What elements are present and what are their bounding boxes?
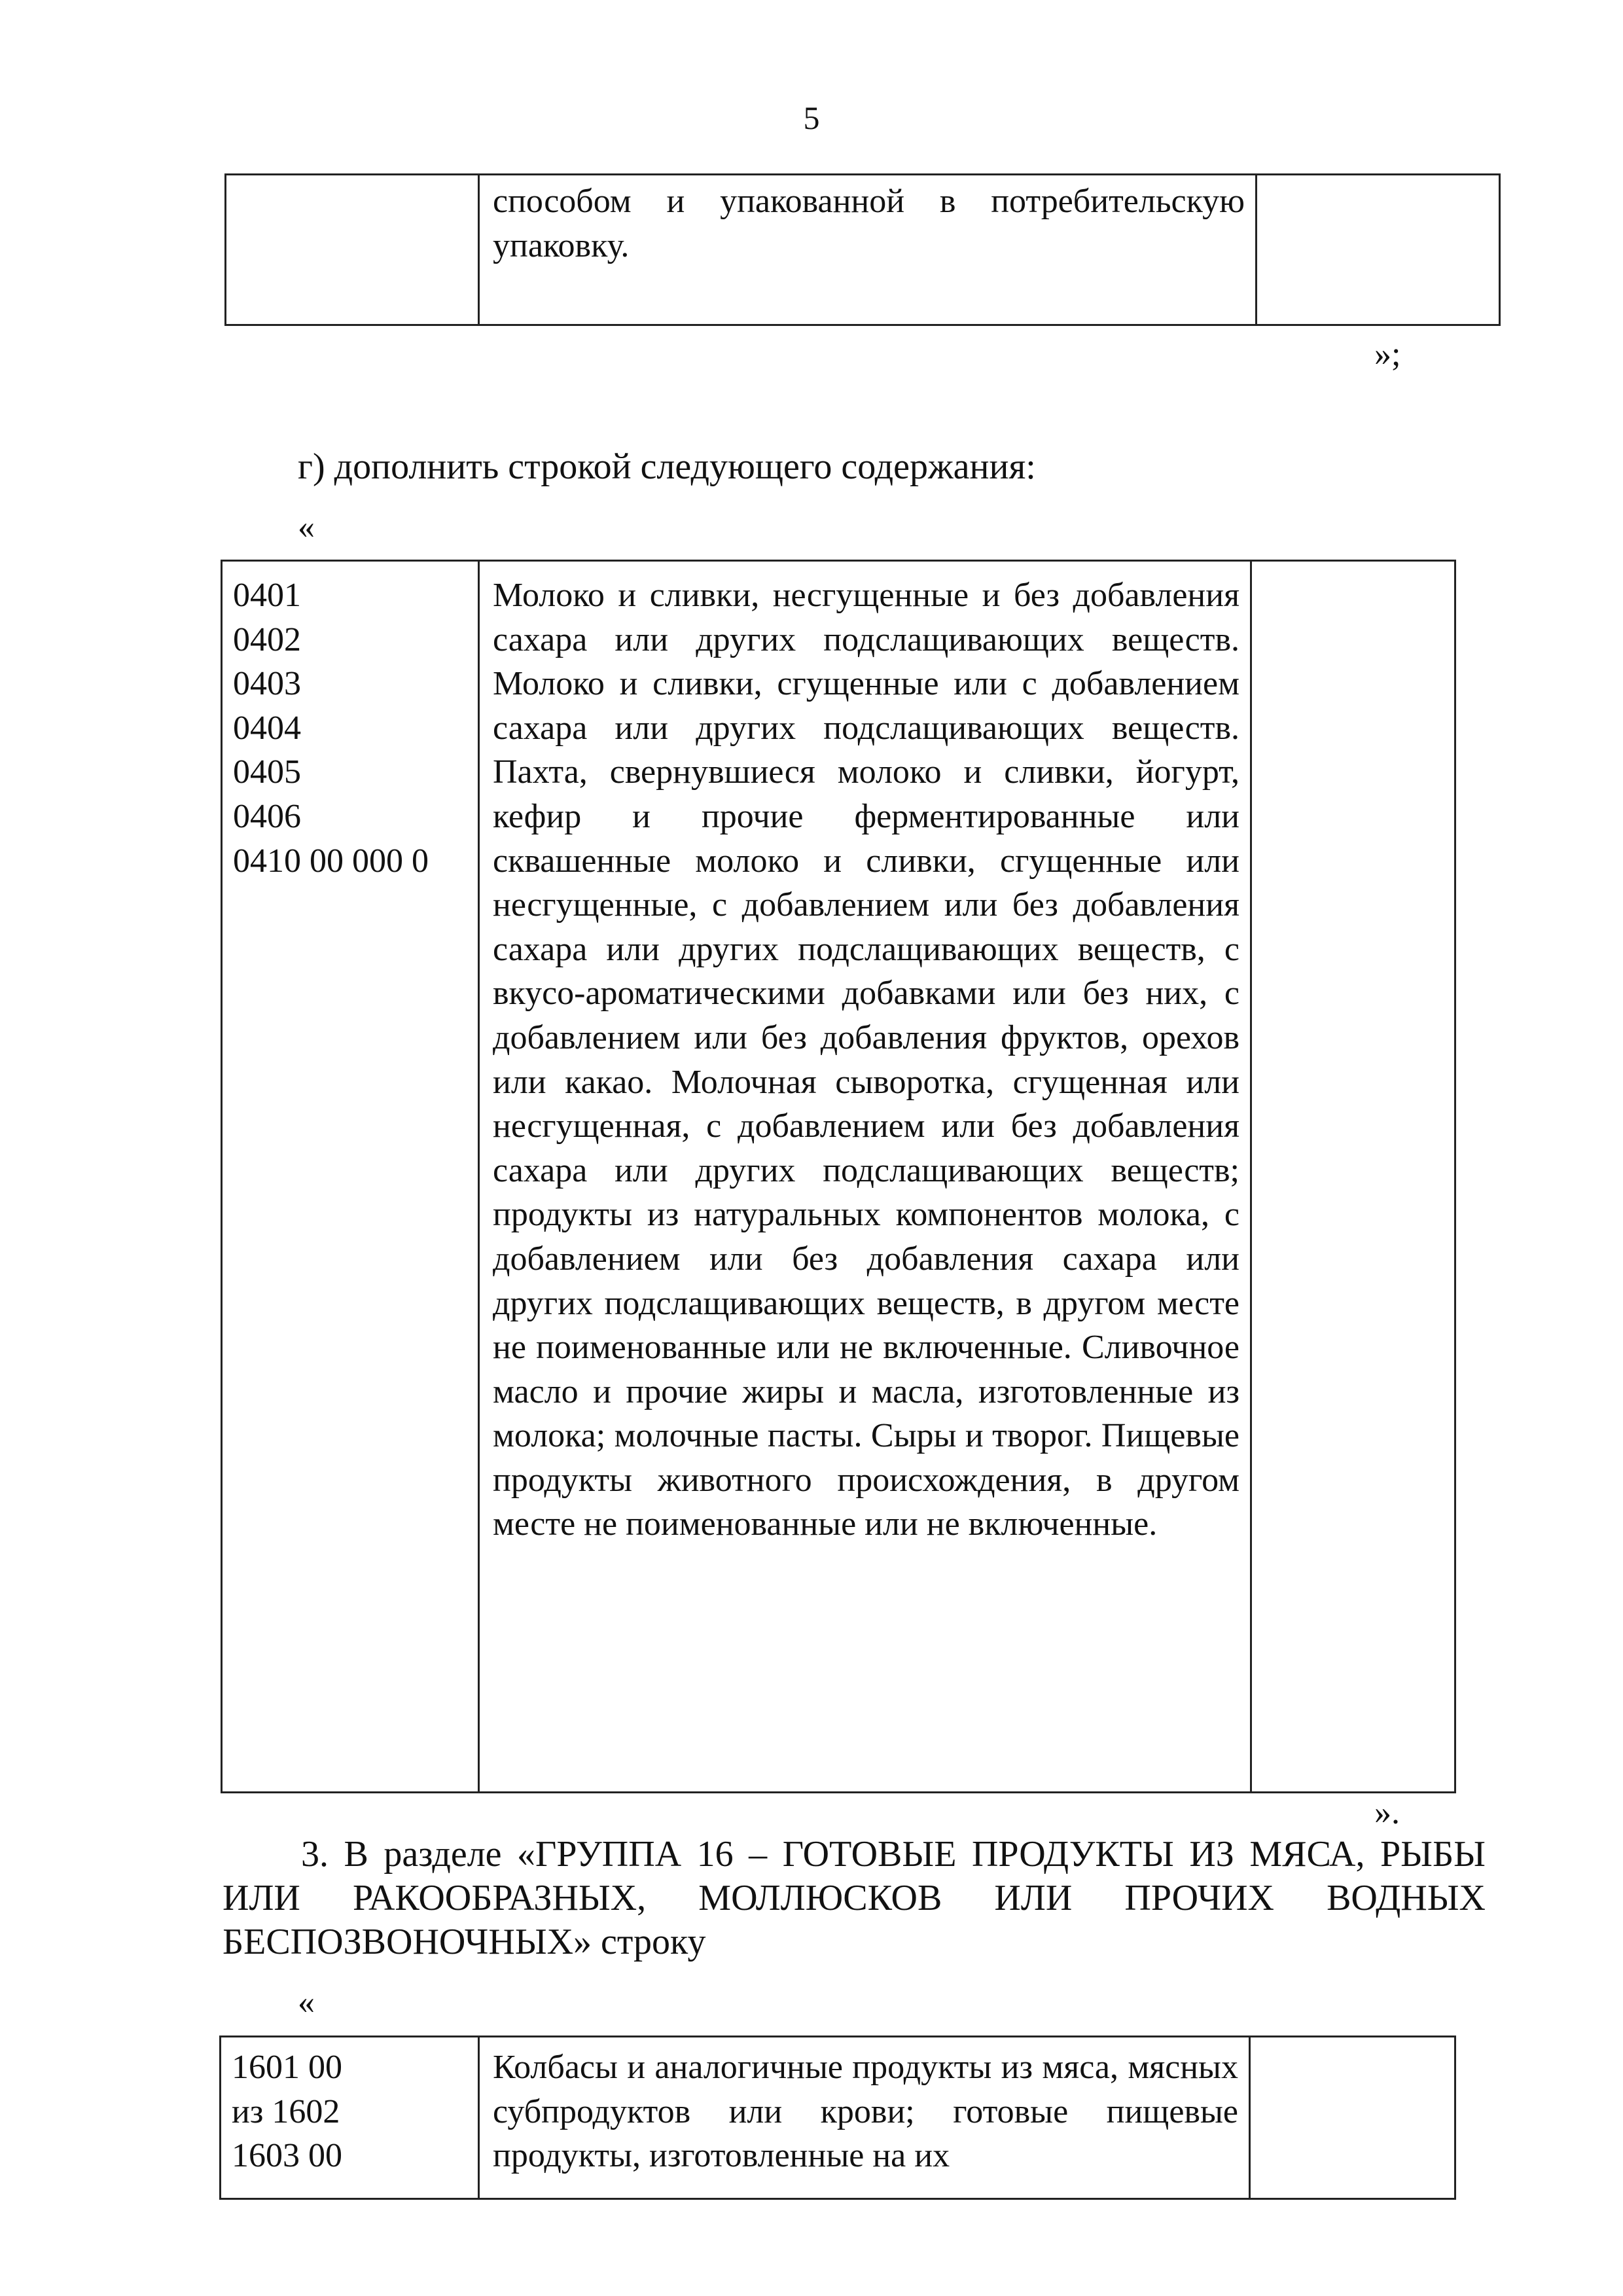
table-row	[222, 561, 1455, 1793]
closing-quote: ».	[1374, 1794, 1400, 1831]
closing-quote: »;	[1374, 336, 1401, 373]
table-row	[226, 175, 1500, 325]
code-cell: 1601 00 из 1602 1603 00	[221, 2037, 479, 2199]
section-3-heading: 3. В разделе «ГРУППА 16 – ГОТОВЫЕ ПРОДУКТЫ ИЗ МЯСА, РЫБЫ ИЛИ РАКООБРАЗНЫХ, МОЛЛЮСКОВ ИЛИ ПРОЧИХ ВОДНЫХ БЕСПОЗВОНОЧНЫХ» строку	[223, 1834, 1486, 1962]
description-cell: способом и упакованной в потребительскую упаковку.	[479, 175, 1257, 325]
description-cell: Колбасы и аналогичные продукты из мяса, мясных субпродуктов или крови; готовые пищевые продукты, изготовленные на их	[479, 2037, 1250, 2199]
table-meat	[219, 2036, 1456, 2200]
note-cell	[1257, 175, 1500, 325]
table-continuation	[224, 173, 1501, 326]
code-cell	[226, 175, 479, 325]
code-cell: 0401 0402 0403 0404 0405 0406 0410 00 000 0	[222, 561, 479, 1793]
opening-quote: «	[298, 1984, 315, 2021]
description-cell: Молоко и сливки, несгущенные и без добавления сахара или других подслащивающих веществ. Молоко и сливки, сгущенные или с добавлением сахара или других подслащивающих веществ. Пахта, свернувшиеся молоко и сливки, йогурт, кефир и прочие ферментированные или сквашенные молоко и сливки, сгущенные или несгущенные, с добавлением или без добавления сахара или других подслащивающих веществ, с вкусо-ароматическими добавками или без них, с добавлением или без добавления фруктов, орехов или какао. Молочная сыворотка, сгущенная или несгущенная, с добавлением или без добавления сахара или других подслащивающих веществ; продукты из натуральных компонентов молока, с добавлением или без добавления сахара или других подслащивающих веществ, в другом месте не поименованные или не включенные. Сливочное масло и прочие жиры и масла, изготовленные из молока; молочные пасты. Сыры и творог. Пищевые продукты животного происхождения, в другом месте не поименованные или не включенные.	[479, 561, 1251, 1793]
item-g-text: г) дополнить строкой следующего содержания:	[298, 446, 1036, 487]
note-cell	[1251, 561, 1455, 1793]
table-row	[221, 2037, 1455, 2199]
opening-quote: «	[298, 509, 315, 546]
table-dairy	[221, 560, 1456, 1793]
page-number: 5	[803, 99, 820, 136]
note-cell	[1250, 2037, 1455, 2199]
